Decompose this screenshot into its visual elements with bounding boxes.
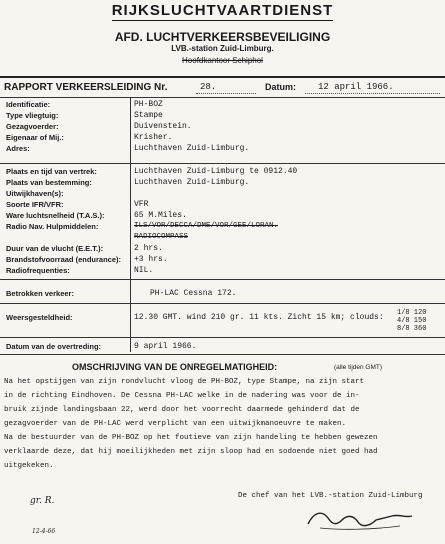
flight-rules-label: Soorte IFR/VFR: bbox=[6, 200, 64, 209]
description-line: Na het opstijgen van zijn rondvlucht vloog de PH-BOZ, type Stampe, na zijn start bbox=[4, 378, 365, 386]
airspeed-value: 65 M.Miles. bbox=[134, 211, 187, 220]
duration-label: Duur van de vlucht (E.E.T.): bbox=[6, 244, 104, 253]
identification-label: Identificatie: bbox=[6, 100, 51, 109]
section-divider-1 bbox=[0, 97, 445, 98]
clouds-layer-2: 4/8 150 bbox=[397, 317, 427, 325]
radio-freq-label: Radiofrequenties: bbox=[6, 266, 70, 275]
fuel-value: +3 hrs. bbox=[134, 255, 168, 264]
weather-label: Weersgesteldheid: bbox=[6, 313, 73, 322]
departure-label: Plaats en tijd van vertrek: bbox=[6, 167, 97, 176]
signature-image bbox=[300, 500, 420, 536]
flight-rules-value: VFR bbox=[134, 200, 149, 209]
radio-freq-value: NIL. bbox=[134, 266, 154, 275]
radio-nav-value-2: RADIOCOMPASS bbox=[134, 233, 189, 241]
involved-traffic-value: PH-LAC Cessna 172. bbox=[150, 289, 237, 298]
identification-value: PH-BOZ bbox=[134, 100, 163, 109]
description-line: Na de bestuurder van de PH-BOZ op het foutieve van zijn handeling te hebben gewezen bbox=[4, 434, 378, 442]
report-number: 28. bbox=[200, 82, 217, 92]
report-date: 12 april 1966. bbox=[318, 82, 394, 92]
involved-traffic-label: Betrokken verkeer: bbox=[6, 289, 74, 298]
description-line: uitgekeken. bbox=[4, 462, 54, 470]
description-line: in de richting Eindhoven. De Cessna PH-LAC welke in de nadering was voor de in- bbox=[4, 392, 360, 400]
header-divider bbox=[0, 76, 445, 78]
violation-date-label: Datum van de overtreding: bbox=[6, 342, 102, 351]
column-divider bbox=[130, 97, 131, 352]
handwritten-date: 12-4-66 bbox=[32, 528, 56, 535]
pilot-label: Gezagvoerder: bbox=[6, 122, 59, 131]
owner-label: Eigenaar of Mij.: bbox=[6, 133, 64, 142]
radio-nav-label: Radio Nav. Hulpmiddelen: bbox=[6, 222, 99, 231]
section-divider-5 bbox=[0, 337, 445, 338]
report-number-line bbox=[196, 93, 256, 94]
description-title: OMSCHRIJVING VAN DE ONREGELMATIGHEID: bbox=[72, 362, 278, 372]
description-line: gezagvoerder van de PH-LAC werd verplicht van een uitwijkmanoeuvre te maken. bbox=[4, 420, 347, 428]
alternates-label: Uitwijkhaven(s): bbox=[6, 189, 64, 198]
signoff-text: De chef van het LVB.-station Zuid-Limburg bbox=[238, 492, 423, 500]
station-name: LVB.-station Zuid-Limburg. bbox=[171, 44, 274, 53]
destination-value: Luchthaven Zuid-Limburg. bbox=[134, 178, 250, 187]
description-line: bruik zijnde landingsbaan 22, werd door het voorrecht daarmede gehinderd dat de bbox=[4, 406, 360, 414]
violation-date-value: 9 april 1966. bbox=[134, 342, 197, 351]
weather-value: 12.30 GMT. wind 210 gr. 11 kts. Zicht 15 km; clouds: bbox=[134, 313, 384, 322]
fuel-label: Brandstofvoorraad (endurance): bbox=[6, 255, 122, 264]
airspeed-label: Ware luchtsnelheid (T.A.S.): bbox=[6, 211, 105, 220]
report-label: RAPPORT VERKEERSLEIDING Nr. bbox=[4, 82, 168, 93]
section-divider-6 bbox=[0, 354, 445, 355]
owner-value: Krisher. bbox=[134, 133, 173, 142]
clouds-layer-3: 8/8 360 bbox=[397, 325, 427, 333]
section-divider-3 bbox=[0, 279, 445, 280]
address-value: Luchthaven Zuid-Limburg. bbox=[134, 144, 250, 153]
section-divider-2 bbox=[0, 163, 445, 164]
agency-title: RIJKSLUCHTVAARTDIENST bbox=[111, 2, 334, 19]
clouds-layer-1: 1/8 120 bbox=[397, 309, 427, 317]
handwritten-initials: gr. R. bbox=[30, 496, 55, 506]
aircraft-type-label: Type vliegtuig: bbox=[6, 111, 59, 120]
pilot-value: Duivenstein. bbox=[134, 122, 192, 131]
aircraft-type-value: Stampe bbox=[134, 111, 163, 120]
description-line: verklaarde deze, dat hij moeilijkheden met zijn sloop had en sodoende niet goed had bbox=[4, 448, 378, 456]
section-divider-4 bbox=[0, 303, 445, 304]
struck-station-name: Hoofdkantoor Schiphol bbox=[182, 56, 263, 65]
department-title: AFD. LUCHTVERKEERSBEVEILIGING bbox=[114, 30, 331, 44]
departure-value: Luchthaven Zuid-Limburg te 0912.40 bbox=[134, 167, 298, 176]
date-label: Datum: bbox=[265, 82, 296, 92]
destination-label: Plaats van bestemming: bbox=[6, 178, 92, 187]
duration-value: 2 hrs. bbox=[134, 244, 163, 253]
address-label: Adres: bbox=[6, 144, 30, 153]
description-note: (alle tijden GMT) bbox=[334, 364, 383, 371]
report-date-line bbox=[305, 93, 440, 94]
radio-nav-value: ILS/VOR/DECCA/DME/VOR/GEE/LORAN. bbox=[134, 222, 279, 230]
